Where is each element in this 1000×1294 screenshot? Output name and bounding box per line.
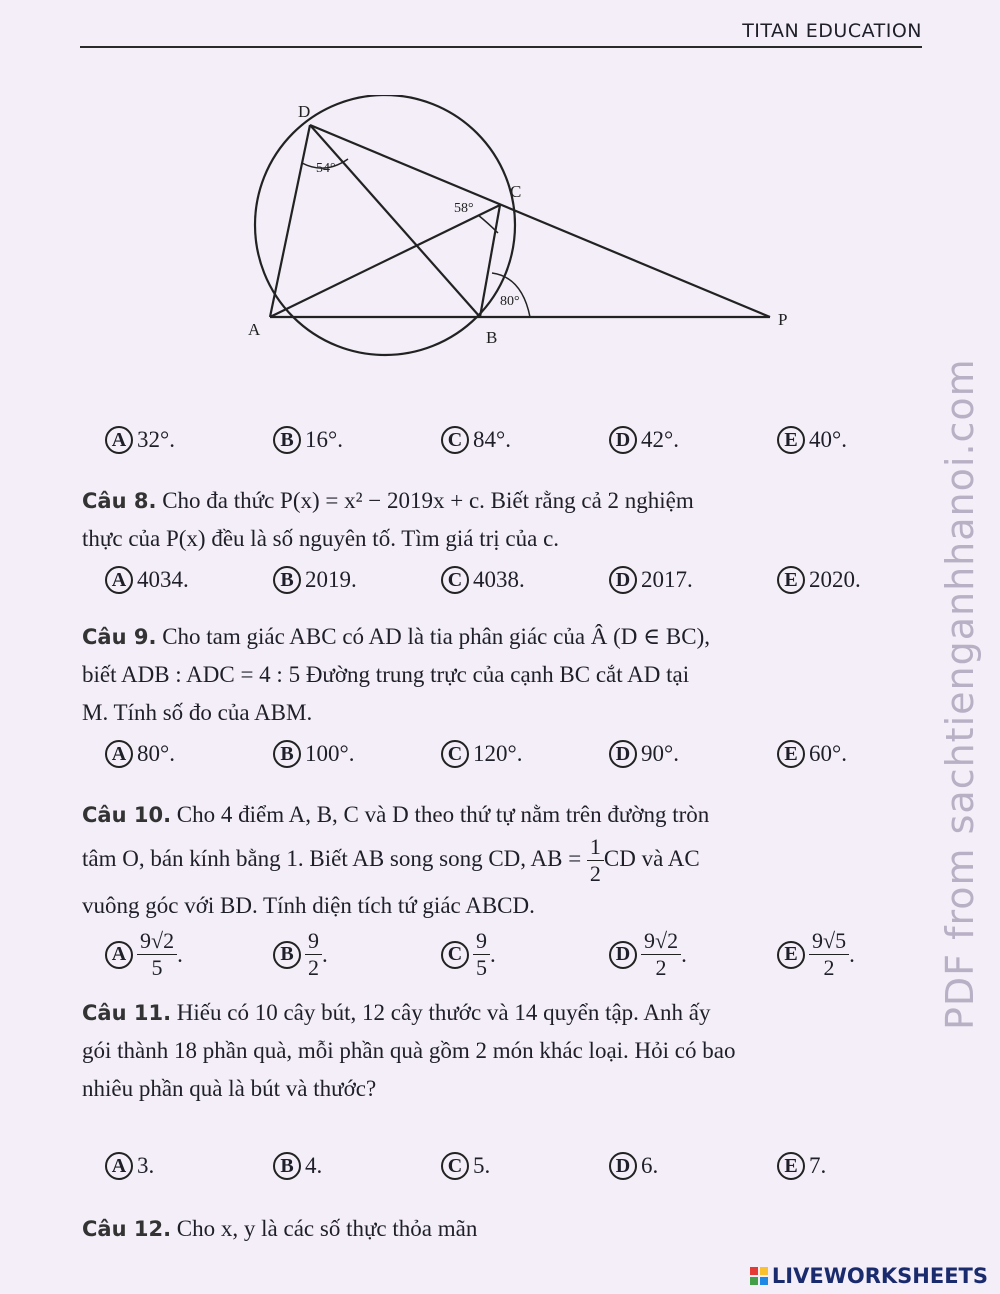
- option-text: 2019.: [305, 567, 357, 592]
- question-number: Câu 10.: [82, 803, 172, 827]
- option-badge: D: [609, 1152, 637, 1180]
- question-number: Câu 8.: [82, 489, 157, 513]
- option-text: 4034.: [137, 567, 189, 592]
- liveworksheets-logo[interactable]: [750, 1264, 988, 1288]
- segment-dp: [310, 125, 770, 317]
- point-label-d: D: [298, 102, 311, 121]
- option-badge: D: [609, 740, 637, 768]
- option-text: 80°.: [137, 741, 175, 766]
- question-text-line-1: Cho x, y là các số thực thỏa mãn: [176, 1216, 478, 1241]
- option-badge: C: [441, 740, 469, 768]
- question-7-options: [105, 426, 925, 466]
- option-badge: A: [105, 566, 133, 594]
- option-e[interactable]: [777, 740, 847, 768]
- option-text: 2020.: [809, 567, 861, 592]
- option-fraction: [809, 928, 849, 981]
- option-text: 5.: [473, 1153, 491, 1178]
- fraction-denominator: 2: [308, 955, 319, 980]
- option-a[interactable]: [105, 566, 189, 594]
- question-8-options: [105, 566, 925, 606]
- option-b[interactable]: B $\frac{9}{2}$ .: [273, 928, 328, 981]
- option-text: 40°.: [809, 427, 847, 452]
- option-c[interactable]: [441, 1152, 490, 1180]
- point-label-a: A: [248, 320, 261, 339]
- question-text-line-2: biết ADB : ADC = 4 : 5 Đường trung trực của cạnh BC cắt AD tại: [82, 662, 690, 687]
- option-fraction: [137, 928, 177, 981]
- question-9: [82, 618, 924, 732]
- option-badge: E: [777, 1152, 805, 1180]
- fraction-numerator: 9: [473, 928, 490, 955]
- point-label-p: P: [778, 310, 788, 329]
- option-c[interactable]: [441, 566, 525, 594]
- option-badge: C: [441, 426, 469, 454]
- fraction-denominator: 5: [476, 955, 487, 980]
- option-text: 3.: [137, 1153, 155, 1178]
- geometry-figure: [230, 95, 830, 395]
- question-text-line-2a: tâm O, bán kính bằng 1. Biết AB song song CD, AB =: [82, 845, 582, 871]
- option-d[interactable]: [609, 426, 679, 454]
- option-badge: C: [441, 566, 469, 594]
- question-text-line-3: nhiêu phần quà là bút và thước?: [82, 1076, 377, 1101]
- option-text: 16°.: [305, 427, 343, 452]
- page-header: [80, 18, 922, 48]
- option-badge: A: [105, 1152, 133, 1180]
- option-d[interactable]: D $\frac{9√2}{2}$ .: [609, 928, 687, 981]
- option-a[interactable]: [105, 1152, 154, 1180]
- header-title: TITAN EDUCATION: [742, 20, 922, 42]
- option-c[interactable]: [441, 426, 511, 454]
- question-number: Câu 11.: [82, 1001, 172, 1025]
- option-badge: B: [273, 941, 301, 969]
- option-b[interactable]: [273, 566, 357, 594]
- option-text: 120°.: [473, 741, 523, 766]
- question-9-options: [105, 740, 925, 780]
- angle-label-b: 80°: [500, 294, 520, 309]
- option-text: 32°.: [137, 427, 175, 452]
- option-fraction: [305, 928, 322, 981]
- option-text: 90°.: [641, 741, 679, 766]
- option-text: 6.: [641, 1153, 659, 1178]
- brand-name: LIVEWORKSHEETS: [771, 1264, 988, 1288]
- question-text-line-1: Cho 4 điểm A, B, C và D theo thứ tự nằm trên đường tròn: [176, 802, 710, 827]
- option-a[interactable]: A $\frac{9√2}{5}$ .: [105, 928, 183, 981]
- logo-icon: [750, 1267, 768, 1285]
- fraction-numerator: 1: [587, 834, 604, 861]
- option-badge: E: [777, 941, 805, 969]
- question-number: Câu 12.: [82, 1217, 172, 1241]
- question-8: [82, 482, 924, 558]
- option-a[interactable]: [105, 740, 175, 768]
- option-badge: D: [609, 566, 637, 594]
- fraction: [587, 834, 604, 887]
- arc-angle-c: [478, 215, 498, 233]
- option-badge: E: [777, 740, 805, 768]
- fraction-denominator: 2: [823, 955, 835, 980]
- option-badge: A: [105, 426, 133, 454]
- question-text-line-1: Hiếu có 10 cây bút, 12 cây thước và 14 quyển tập. Anh ấy: [176, 1000, 711, 1025]
- option-badge: C: [441, 941, 469, 969]
- question-text-line-1: Cho đa thức P(x) = x² − 2019x + c. Biết rằng cả 2 nghiệm: [162, 488, 694, 513]
- option-text: 4038.: [473, 567, 525, 592]
- fraction-denominator: 2: [589, 861, 601, 886]
- point-label-b: B: [486, 328, 498, 347]
- option-a[interactable]: [105, 426, 175, 454]
- question-10-options: [105, 922, 925, 982]
- question-text-line-2: thực của P(x) đều là số nguyên tố. Tìm giá trị của c.: [82, 526, 560, 551]
- option-badge: E: [777, 426, 805, 454]
- option-badge: D: [609, 426, 637, 454]
- option-badge: C: [441, 1152, 469, 1180]
- fraction-denominator: 2: [655, 955, 667, 980]
- option-fraction: [641, 928, 681, 981]
- option-badge: B: [273, 1152, 301, 1180]
- option-d[interactable]: [609, 566, 693, 594]
- question-11: [82, 994, 924, 1108]
- option-text: 2017.: [641, 567, 693, 592]
- option-fraction: [473, 928, 490, 981]
- option-badge: E: [777, 566, 805, 594]
- option-b[interactable]: [273, 426, 343, 454]
- option-text: 60°.: [809, 741, 847, 766]
- watermark: PDF from sachtienganhhanoi.com: [938, 358, 982, 1030]
- question-12: [82, 1210, 924, 1248]
- option-text: 7.: [809, 1153, 827, 1178]
- option-b[interactable]: [273, 1152, 322, 1180]
- question-text-line-3: M. Tính số đo của ABM.: [82, 700, 313, 725]
- option-text: 100°.: [305, 741, 355, 766]
- fraction-numerator: 9√5: [809, 928, 849, 955]
- option-e[interactable]: [777, 566, 861, 594]
- option-d[interactable]: [609, 1152, 658, 1180]
- option-badge: B: [273, 740, 301, 768]
- fraction-numerator: 9: [305, 928, 322, 955]
- option-text: 84°.: [473, 427, 511, 452]
- fraction-numerator: 9√2: [641, 928, 681, 955]
- option-text: 4.: [305, 1153, 323, 1178]
- option-text: 42°.: [641, 427, 679, 452]
- option-badge: A: [105, 740, 133, 768]
- question-text-line-3: vuông góc với BD. Tính diện tích tứ giác ABCD.: [82, 893, 535, 918]
- option-e[interactable]: [777, 1152, 826, 1180]
- point-label-c: C: [510, 182, 522, 201]
- question-11-options: [105, 1152, 925, 1192]
- segment-db: [310, 125, 480, 317]
- option-badge: B: [273, 426, 301, 454]
- question-number: Câu 9.: [82, 625, 157, 649]
- option-c[interactable]: C $\frac{9}{5}$ .: [441, 928, 496, 981]
- option-e[interactable]: [777, 426, 847, 454]
- option-badge: B: [273, 566, 301, 594]
- question-text-line-2b: CD và AC: [603, 845, 700, 871]
- angle-label-d: 54°: [316, 161, 336, 176]
- fraction-numerator: 9√2: [137, 928, 177, 955]
- fraction-denominator: 5: [151, 955, 163, 980]
- option-badge: D: [609, 941, 637, 969]
- question-text-line-2: gói thành 18 phần quà, mỗi phần quà gồm 2 món khác loại. Hỏi có bao: [82, 1038, 736, 1063]
- question-text-line-1: Cho tam giác ABC có AD là tia phân giác của Â (D ∈ BC),: [162, 624, 711, 649]
- option-c[interactable]: [441, 740, 522, 768]
- question-10: [82, 796, 924, 925]
- option-e[interactable]: E $\frac{9√5}{2}$ .: [777, 928, 855, 981]
- option-b[interactable]: [273, 740, 354, 768]
- angle-label-c: 58°: [454, 201, 474, 216]
- option-badge: A: [105, 941, 133, 969]
- option-d[interactable]: [609, 740, 679, 768]
